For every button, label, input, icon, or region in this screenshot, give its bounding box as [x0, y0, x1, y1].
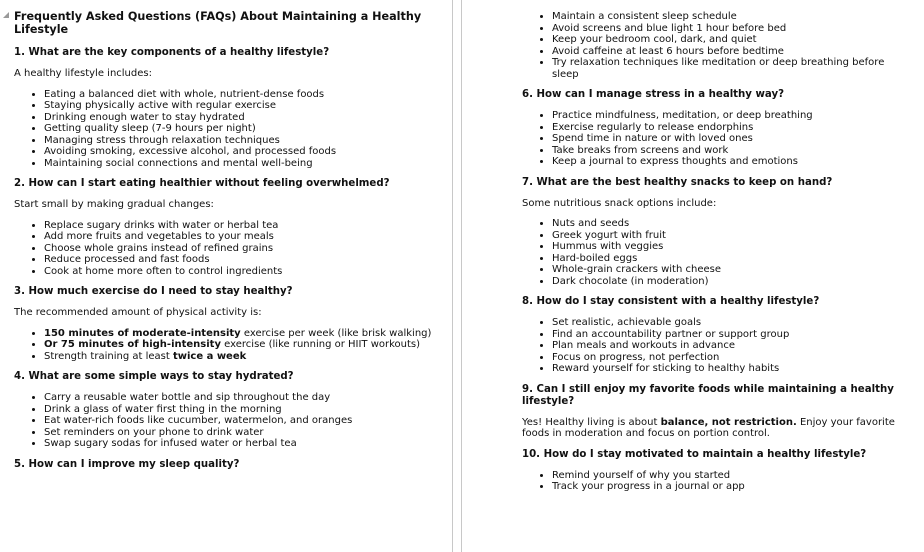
list-item: • Focus on progress, not perfection	[552, 352, 907, 364]
list-item: • Whole-grain crackers with cheese	[552, 264, 907, 276]
list-item: • Set reminders on your phone to drink water	[44, 427, 444, 439]
list-item	[44, 328, 444, 340]
faq-intro-3: The recommended amount of physical activity is:	[14, 307, 262, 318]
faq-intro-7: Some nutritious snack options include:	[522, 197, 717, 209]
list-item: • Track your progress in a journal or app	[552, 481, 907, 493]
list-item-text: exercise (like running or HIIT workouts)	[220, 339, 421, 350]
list-item: • Carry a reusable water bottle and sip throughout the day	[44, 392, 444, 404]
collapse-triangle-icon[interactable]	[3, 12, 9, 18]
faq-intro-2: Start small by making gradual changes:	[14, 199, 214, 210]
faq-question-7: 7. What are the best healthy snacks to keep on hand?	[522, 176, 833, 188]
list-item: • Maintaining social connections and mental well-being	[44, 158, 444, 170]
list-item: • Dark chocolate (in moderation)	[552, 276, 907, 288]
list-item: • Set realistic, achievable goals	[552, 317, 907, 329]
list-item	[44, 339, 444, 351]
list-item: • Remind yourself of why you started	[552, 470, 907, 482]
list-item: • Drinking enough water to stay hydrated	[44, 112, 444, 124]
faq-list-2	[14, 220, 444, 278]
right-page	[462, 0, 924, 552]
list-item: • Add more fruits and vegetables to your meals	[44, 231, 444, 243]
faq-question-3: 3. How much exercise do I need to stay healthy?	[14, 286, 293, 297]
list-item: • Take breaks from screens and work	[552, 145, 907, 157]
list-item: • Replace sugary drinks with water or herbal tea	[44, 220, 444, 232]
faq-list-8	[522, 317, 907, 375]
faq-question-2: 2. How can I start eating healthier without feeling overwhelmed?	[14, 178, 390, 189]
list-item	[44, 351, 444, 363]
list-item: • Hard-boiled eggs	[552, 253, 907, 265]
list-item: • Keep a journal to express thoughts and emotions	[552, 156, 907, 168]
faq-question-5: 5. How can I improve my sleep quality?	[14, 458, 240, 470]
list-item: • Avoid caffeine at least 6 hours before bedtime	[552, 46, 907, 58]
list-item: • Avoiding smoking, excessive alcohol, and processed foods	[44, 146, 444, 158]
faq-answer-9	[522, 417, 907, 440]
faq-list-10	[522, 470, 907, 493]
list-item: • Drink a glass of water first thing in the morning	[44, 404, 444, 416]
list-item: • Spend time in nature or with loved ones	[552, 133, 907, 145]
faq-intro-1: A healthy lifestyle includes:	[14, 68, 152, 79]
list-item: • Hummus with veggies	[552, 241, 907, 253]
faq-list-4	[14, 392, 444, 450]
emphasis-text: twice a week	[172, 350, 247, 362]
list-item: • Keep your bedroom cool, dark, and quiet	[552, 34, 907, 46]
faq-question-8: 8. How do I stay consistent with a healthy lifestyle?	[522, 296, 820, 307]
right-page-content	[522, 11, 907, 502]
emphasis-text: 150 minutes of moderate-intensity	[44, 327, 241, 339]
faq-list-7	[522, 218, 907, 287]
faq-list-5	[522, 11, 907, 80]
list-item: • Eating a balanced diet with whole, nutrient-dense foods	[44, 89, 444, 101]
answer-text: Enjoy your favorite foods in moderation and focus on portion control.	[522, 416, 895, 439]
list-item: • Maintain a consistent sleep schedule	[552, 11, 907, 23]
list-item: • Getting quality sleep (7-9 hours per night)	[44, 123, 444, 135]
list-item: • Greek yogurt with fruit	[552, 230, 907, 242]
list-item: • Reduce processed and fast foods	[44, 254, 444, 266]
list-item: • Avoid screens and blue light 1 hour before bed	[552, 23, 907, 35]
list-item: • Nuts and seeds	[552, 218, 907, 230]
list-item: • Try relaxation techniques like meditation or deep breathing before sleep	[552, 57, 907, 80]
list-item: • Practice mindfulness, meditation, or deep breathing	[552, 110, 907, 122]
list-item: • Plan meals and workouts in advance	[552, 340, 907, 352]
faq-question-4: 4. What are some simple ways to stay hydrated?	[14, 371, 294, 382]
list-item: • Staying physically active with regular exercise	[44, 100, 444, 112]
faq-question-10: 10. How do I stay motivated to maintain a healthy lifestyle?	[522, 448, 867, 460]
list-item: • Eat water-rich foods like cucumber, watermelon, and oranges	[44, 415, 444, 427]
faq-list-3	[14, 328, 444, 363]
emphasis-text: Or 75 minutes of high-intensity	[44, 339, 221, 350]
list-item: • Managing stress through relaxation techniques	[44, 135, 444, 147]
list-item: • Swap sugary sodas for infused water or herbal tea	[44, 438, 444, 450]
faq-list-6	[522, 110, 907, 168]
left-page	[0, 0, 452, 552]
answer-text: Yes! Healthy living is about	[522, 416, 661, 428]
list-item: • Choose whole grains instead of refined grains	[44, 243, 444, 255]
list-item-text: Strength training at least	[44, 350, 173, 362]
list-item-text: exercise per week (like brisk walking)	[240, 327, 432, 339]
emphasis-text: balance, not restriction.	[660, 416, 797, 428]
faq-list-1	[14, 89, 444, 170]
left-page-content	[14, 10, 444, 480]
faq-question-9: 9. Can I still enjoy my favorite foods while maintaining a healthy lifestyle?	[522, 383, 894, 407]
list-item: • Cook at home more often to control ingredients	[44, 266, 444, 278]
faq-question-6: 6. How can I manage stress in a healthy way?	[522, 89, 785, 100]
document-title: Frequently Asked Questions (FAQs) About Maintaining a Healthy Lifestyle	[14, 10, 422, 36]
faq-question-1: 1. What are the key components of a healthy lifestyle?	[14, 47, 330, 58]
page-gutter	[452, 0, 462, 552]
list-item: • Reward yourself for sticking to healthy habits	[552, 363, 907, 375]
list-item: • Exercise regularly to release endorphins	[552, 122, 907, 134]
list-item: • Find an accountability partner or support group	[552, 329, 907, 341]
